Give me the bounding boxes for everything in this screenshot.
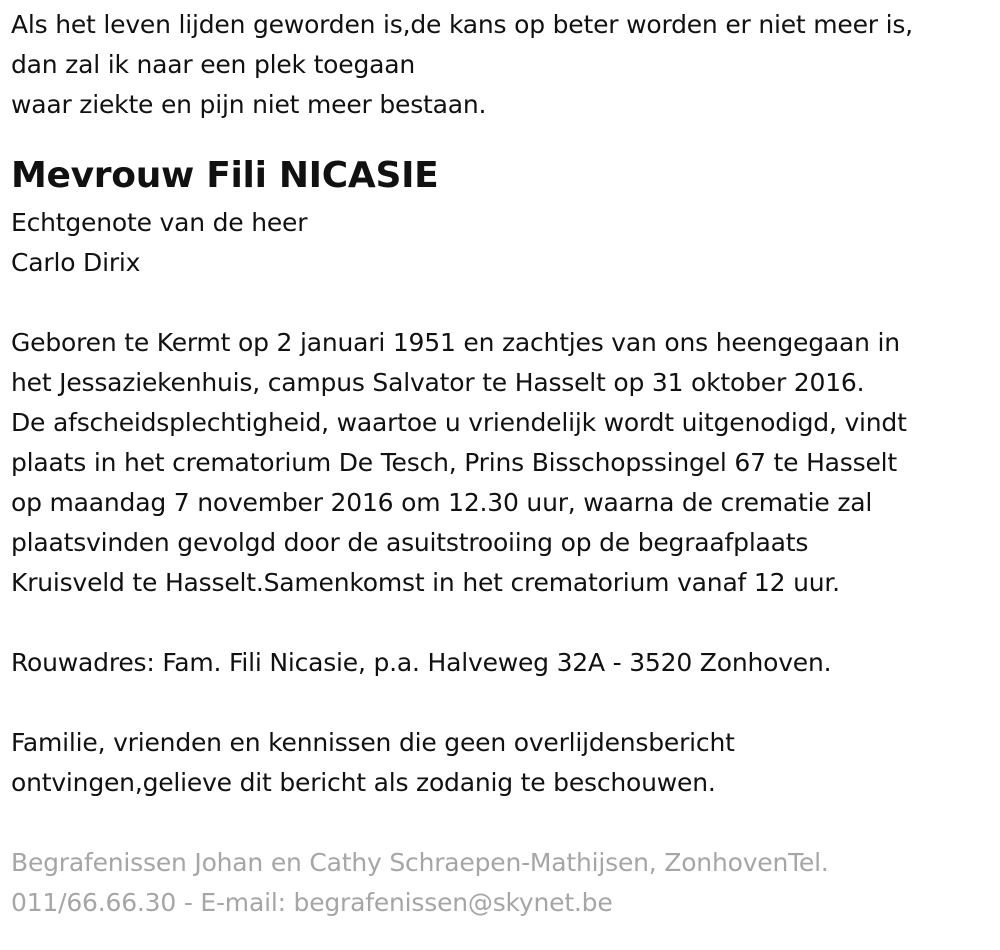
deceased-name: Mevrouw Fili NICASIE — [11, 155, 439, 196]
details-line: plaats in het crematorium De Tesch, Prins Bisschopssingel 67 te Hasselt — [11, 448, 897, 477]
poem-line: waar ziekte en pijn niet meer bestaan. — [11, 90, 487, 119]
poem-block — [11, 0, 986, 125]
funeral-home-contact: 011/66.66.30 - E-mail: begrafenissen@skynet.be — [11, 888, 613, 917]
funeral-home-line: Begrafenissen Johan en Cathy Schraepen-Mathijsen, ZonhovenTel. — [11, 848, 829, 877]
spacer — [11, 283, 986, 323]
spouse-name: Carlo Dirix — [11, 248, 141, 277]
notice-line: Familie, vrienden en kennissen die geen overlijdensbericht — [11, 728, 735, 757]
spouse-block — [11, 203, 986, 283]
details-block — [11, 323, 986, 603]
notice-line: ontvingen,gelieve dit bericht als zodanig te beschouwen. — [11, 768, 716, 797]
mourning-address: Rouwadres: Fam. Fili Nicasie, p.a. Halveweg 32A - 3520 Zonhoven. — [11, 648, 832, 677]
details-line: Geboren te Kermt op 2 januari 1951 en zachtjes van ons heengegaan in — [11, 328, 900, 357]
spacer — [11, 603, 986, 643]
details-line: Kruisveld te Hasselt.Samenkomst in het crematorium vanaf 12 uur. — [11, 568, 840, 597]
spouse-line: Echtgenote van de heer — [11, 208, 308, 237]
notice-block — [11, 723, 986, 803]
details-line: De afscheidsplechtigheid, waartoe u vriendelijk wordt uitgenodigd, vindt — [11, 408, 907, 437]
poem-line: dan zal ik naar een plek toegaan — [11, 50, 416, 79]
details-line: op maandag 7 november 2016 om 12.30 uur, waarna de crematie zal — [11, 488, 873, 517]
spacer — [11, 683, 986, 723]
details-line: het Jessaziekenhuis, campus Salvator te Hasselt op 31 oktober 2016. — [11, 368, 865, 397]
details-line: plaatsvinden gevolgd door de asuitstrooiing op de begraafplaats — [11, 528, 809, 557]
spacer — [11, 803, 986, 843]
funeral-home-footer — [11, 843, 986, 923]
poem-line: Als het leven lijden geworden is,de kans op beter worden er niet meer is, — [11, 10, 913, 39]
